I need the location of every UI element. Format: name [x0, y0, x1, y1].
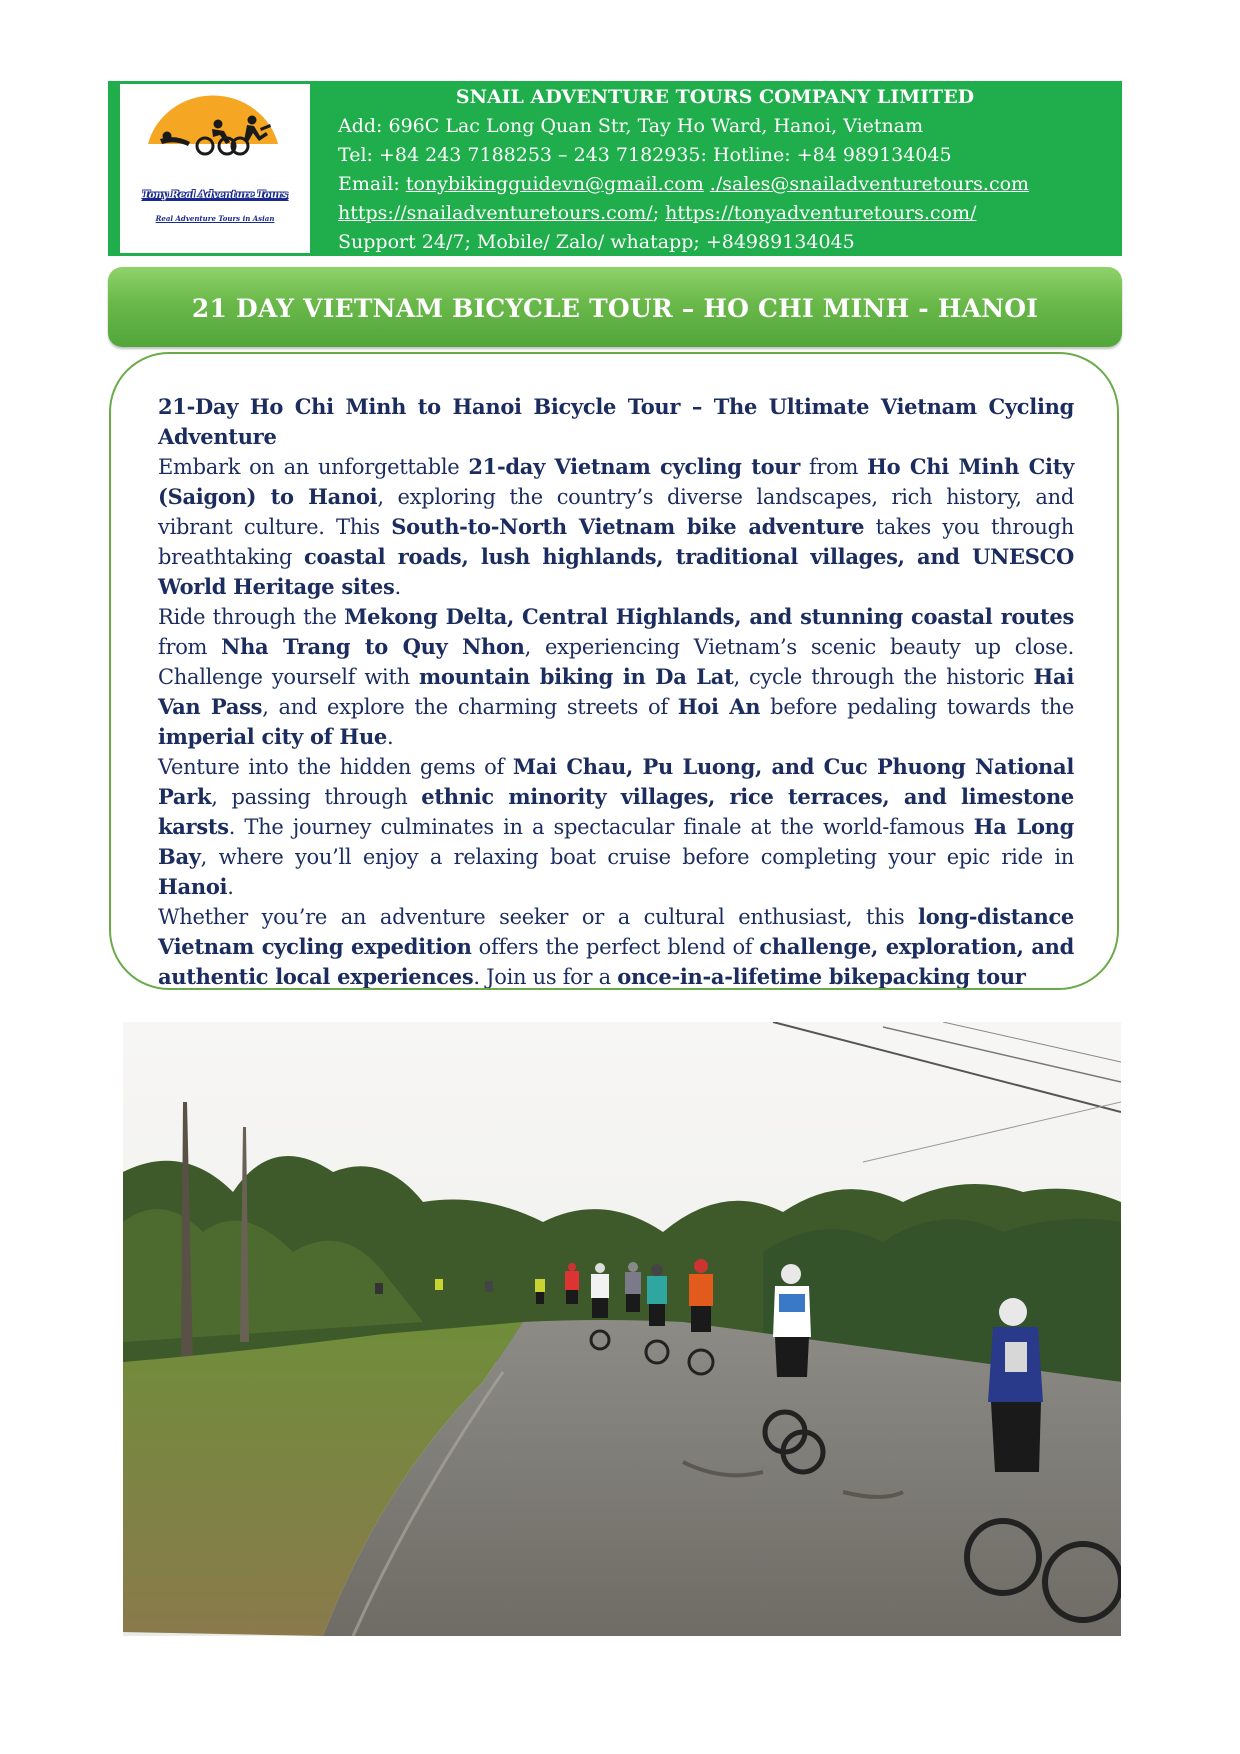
body-text: from	[158, 635, 222, 659]
highlight-text: Ho Chi Minh City (Saigon) to Hanoi	[158, 454, 1075, 509]
body-text: .	[394, 575, 401, 599]
highlight-text: imperial city of Hue	[158, 724, 387, 749]
highlight-text: Hanoi	[158, 874, 228, 899]
company-websites-line	[338, 199, 1122, 228]
description-paragraph-1	[158, 452, 1074, 602]
body-text: Whether you’re an adventure seeker or a cultural enthusiast, this	[158, 905, 919, 929]
body-text: .	[386, 725, 394, 749]
highlight-text: Ha Long Bay	[158, 814, 1075, 869]
highlight-text: challenge, exploration, and authentic local experiences	[158, 934, 1074, 989]
highlight-text: ethnic minority villages, rice terraces, and limestone karsts	[158, 784, 1074, 839]
website-link-1[interactable]: https://snailadventuretours.com/	[338, 202, 653, 224]
highlight-text: Hoi An	[677, 694, 761, 719]
logo-tagline-text: Real Adventure Tours in Asian	[155, 214, 275, 223]
body-text: , cycle through the historic	[733, 665, 1034, 689]
highlight-text: once-in-a-lifetime bikepacking tour	[617, 964, 1026, 989]
company-name: SNAIL ADVENTURE TOURS COMPANY LIMITED	[455, 86, 975, 108]
highlight-text: 21-day Vietnam cycling tour	[468, 454, 801, 479]
body-text: offers the perfect blend of	[471, 935, 760, 959]
company-header	[108, 81, 1122, 256]
highlight-text: Nha Trang to Quy Nhon	[221, 634, 525, 659]
body-text: . Join us for a	[473, 965, 618, 989]
body-text: . The journey culminates in a spectacular finale at the world-famous	[228, 815, 974, 839]
tour-title: 21 DAY VIETNAM BICYCLE TOUR – HO CHI MINH - HANOI	[191, 294, 1039, 323]
body-text: from	[800, 455, 868, 479]
company-address: Add: 696C Lac Long Quan Str, Tay Ho Ward, Hanoi, Vietnam	[338, 115, 924, 137]
body-text: takes you through breathtaking	[158, 515, 1075, 569]
body-text: , passing through	[211, 785, 422, 809]
body-text: , exploring the country’s diverse landscapes, rich history, and vibrant culture. This	[158, 485, 1075, 539]
highlight-text: Mekong Delta, Central Highlands, and stunning coastal routes	[344, 604, 1074, 629]
description-paragraph-3	[158, 752, 1074, 902]
logo-name-text: Tony Real Adventure Tours	[142, 190, 288, 201]
description-heading: 21-Day Ho Chi Minh to Hanoi Bicycle Tour – The Ultimate Vietnam Cycling Adventure	[158, 394, 1074, 449]
body-text: , experiencing Vietnam’s scenic beauty up close. Challenge yourself with	[158, 635, 1074, 689]
website-separator: ;	[652, 202, 666, 224]
body-text: Ride through the	[158, 605, 345, 629]
body-text: , and explore the charming streets of	[262, 695, 678, 719]
photo-cyclists-on-rural-road	[123, 1022, 1121, 1636]
body-text: before pedaling towards the	[760, 695, 1075, 719]
highlight-text: Hai Van Pass	[158, 664, 1074, 719]
body-text: Venture into the hidden gems of	[158, 755, 513, 779]
description-paragraph-2	[158, 602, 1074, 752]
company-support: Support 24/7; Mobile/ Zalo/ whatapp; +84989134045	[338, 231, 855, 253]
body-text: , where you’ll enjoy a relaxing boat cruise before completing your epic ride in	[200, 845, 1074, 869]
body-text: .	[227, 875, 234, 899]
highlight-text: mountain biking in Da Lat	[418, 664, 734, 689]
tour-description	[158, 392, 1074, 990]
email-link-2[interactable]: ./sales@snailadventuretours.com	[709, 173, 1030, 195]
company-email-line	[338, 170, 1122, 199]
company-logo	[120, 84, 310, 253]
description-paragraph-4	[158, 902, 1074, 990]
tour-title-bar	[108, 267, 1122, 347]
email-link-1[interactable]: tonybikingguidevn@gmail.com	[405, 173, 704, 195]
cyclists-road-photo	[123, 1022, 1121, 1636]
website-link-2[interactable]: https://tonyadventuretours.com/	[665, 202, 977, 224]
highlight-text: coastal roads, lush highlands, traditional villages, and UNESCO World Heritage sites	[158, 544, 1074, 599]
company-tel: Tel: +84 243 7188253 – 243 7182935: Hotline: +84 989134045	[338, 144, 952, 166]
highlight-text: long-distance Vietnam cycling expedition	[158, 904, 1074, 959]
highlight-text: Mai Chau, Pu Luong, and Cuc Phuong National Park	[158, 754, 1074, 809]
body-text: Embark on an unforgettable	[158, 455, 469, 479]
tour-description-box	[109, 352, 1119, 990]
company-info	[338, 83, 1122, 257]
email-prefix: Email:	[338, 173, 406, 195]
highlight-text: South-to-North Vietnam bike adventure	[391, 514, 865, 539]
logo-cyclists-graphic	[120, 84, 310, 253]
